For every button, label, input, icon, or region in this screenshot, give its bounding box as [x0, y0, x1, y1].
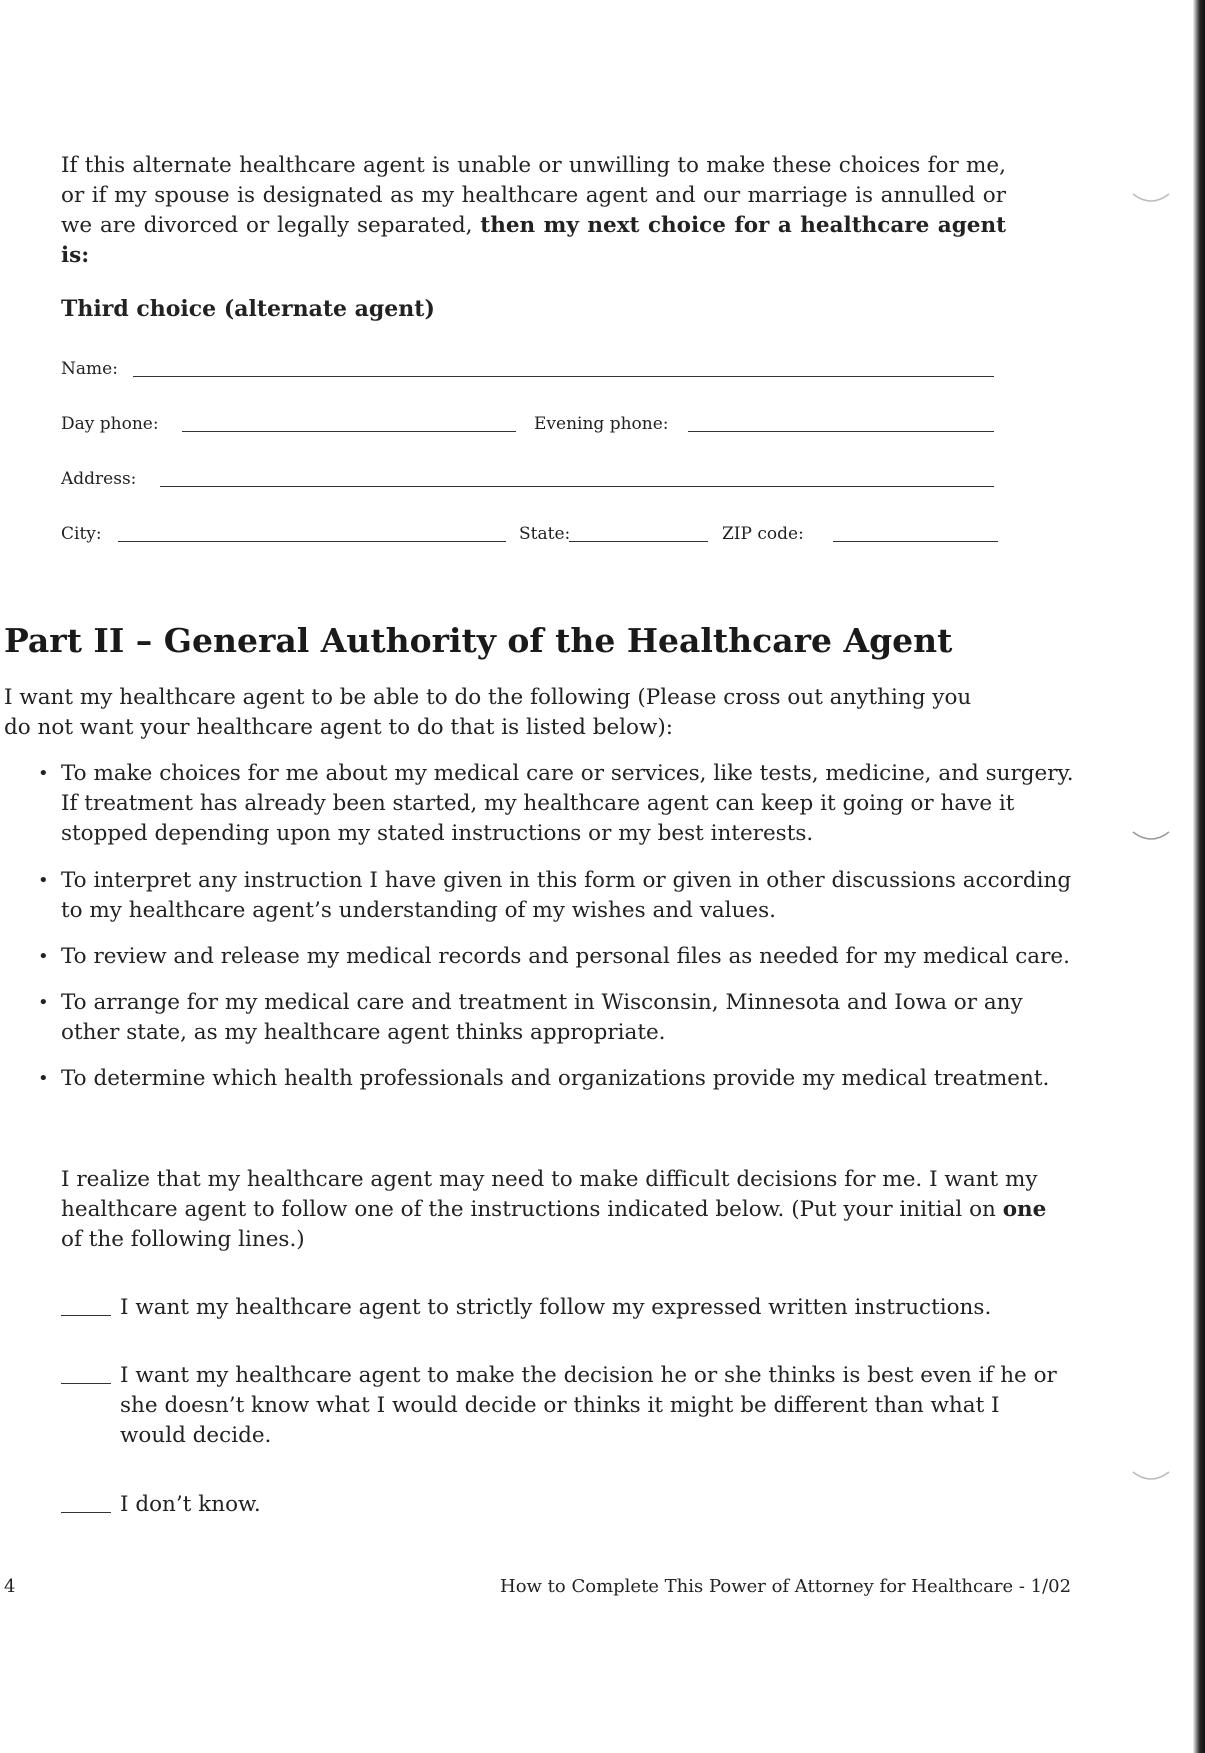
zip-code-label: ZIP code:	[722, 524, 804, 544]
punch-hole-mark	[1131, 192, 1171, 206]
instruction-option: I want my healthcare agent to strictly follow my expressed written instructions.	[61, 1293, 1061, 1323]
city-label: City:	[61, 524, 102, 544]
intro-paragraph	[61, 151, 1006, 271]
list-item: • To arrange for my medical care and treatment in Wisconsin, Minnesota and Iowa or any other state, as my healthcare agent thinks appropriate.	[30, 988, 1080, 1048]
address-label: Address:	[61, 469, 137, 489]
part-two-lead: I want my healthcare agent to be able to do the following (Please cross out anything you do not want your healthcare agent to do that is listed below):	[4, 685, 972, 740]
initial-blank-line[interactable]	[61, 1512, 111, 1513]
name-field[interactable]	[133, 376, 994, 377]
name-label: Name:	[61, 359, 118, 379]
initial-blank-line[interactable]	[61, 1315, 111, 1316]
footer-title: How to Complete This Power of Attorney for Healthcare - 1/02	[500, 1576, 1072, 1597]
page-number: 4	[4, 1576, 16, 1597]
list-item: • To determine which health professionals and organizations provide my medical treatment.	[30, 1064, 1080, 1094]
zip-code-field[interactable]	[833, 541, 998, 542]
address-field[interactable]	[160, 486, 994, 487]
state-field[interactable]	[569, 541, 708, 542]
list-item: • To review and release my medical records and personal files as needed for my medical care.	[30, 942, 1080, 972]
list-item: • To make choices for me about my medical care or services, like tests, medicine, and surgery. If treatment has already been started, my healthcare agent can keep it going or have it stopped depending upon my stated instructions or my best interests.	[30, 759, 1080, 849]
state-label: State:	[519, 524, 571, 544]
evening-phone-field[interactable]	[688, 431, 994, 432]
day-phone-label: Day phone:	[61, 414, 159, 434]
punch-hole-mark	[1131, 1470, 1171, 1484]
city-field[interactable]	[118, 541, 506, 542]
instruction-option: I don’t know.	[61, 1490, 1061, 1520]
evening-phone-label: Evening phone:	[534, 414, 669, 434]
realize-paragraph: I realize that my healthcare agent may need to make difficult decisions for me. I want my healthcare agent to follow one of the instructions indicated below. (Put your initial on one of the following lines.)	[61, 1167, 1047, 1252]
authority-list	[30, 759, 1080, 1094]
list-item: • To interpret any instruction I have given in this form or given in other discussions according to my healthcare agent’s understanding of my wishes and values.	[30, 866, 1080, 926]
realize-bold-text: one	[1002, 1197, 1047, 1222]
third-choice-heading: Third choice (alternate agent)	[61, 296, 435, 322]
part-two-heading: Part II – General Authority of the Healthcare Agent	[4, 621, 953, 660]
initial-blank-line[interactable]	[61, 1383, 111, 1384]
page-edge-shadow	[1193, 0, 1205, 1753]
intro-text: If this alternate healthcare agent is unable or unwilling to make these choices for me, or if my spouse is designated as my healthcare agent and our marriage is annulled or we are divorced or legally separated,	[61, 153, 1006, 238]
punch-hole-mark	[1131, 830, 1171, 844]
day-phone-field[interactable]	[182, 431, 516, 432]
instruction-option: I want my healthcare agent to make the decision he or she thinks is best even if he or she doesn’t know what I would decide or thinks it might be different than what I would decide.	[61, 1361, 1071, 1451]
intro-bold-text: then my next choice for a healthcare agent is:	[61, 213, 1007, 268]
